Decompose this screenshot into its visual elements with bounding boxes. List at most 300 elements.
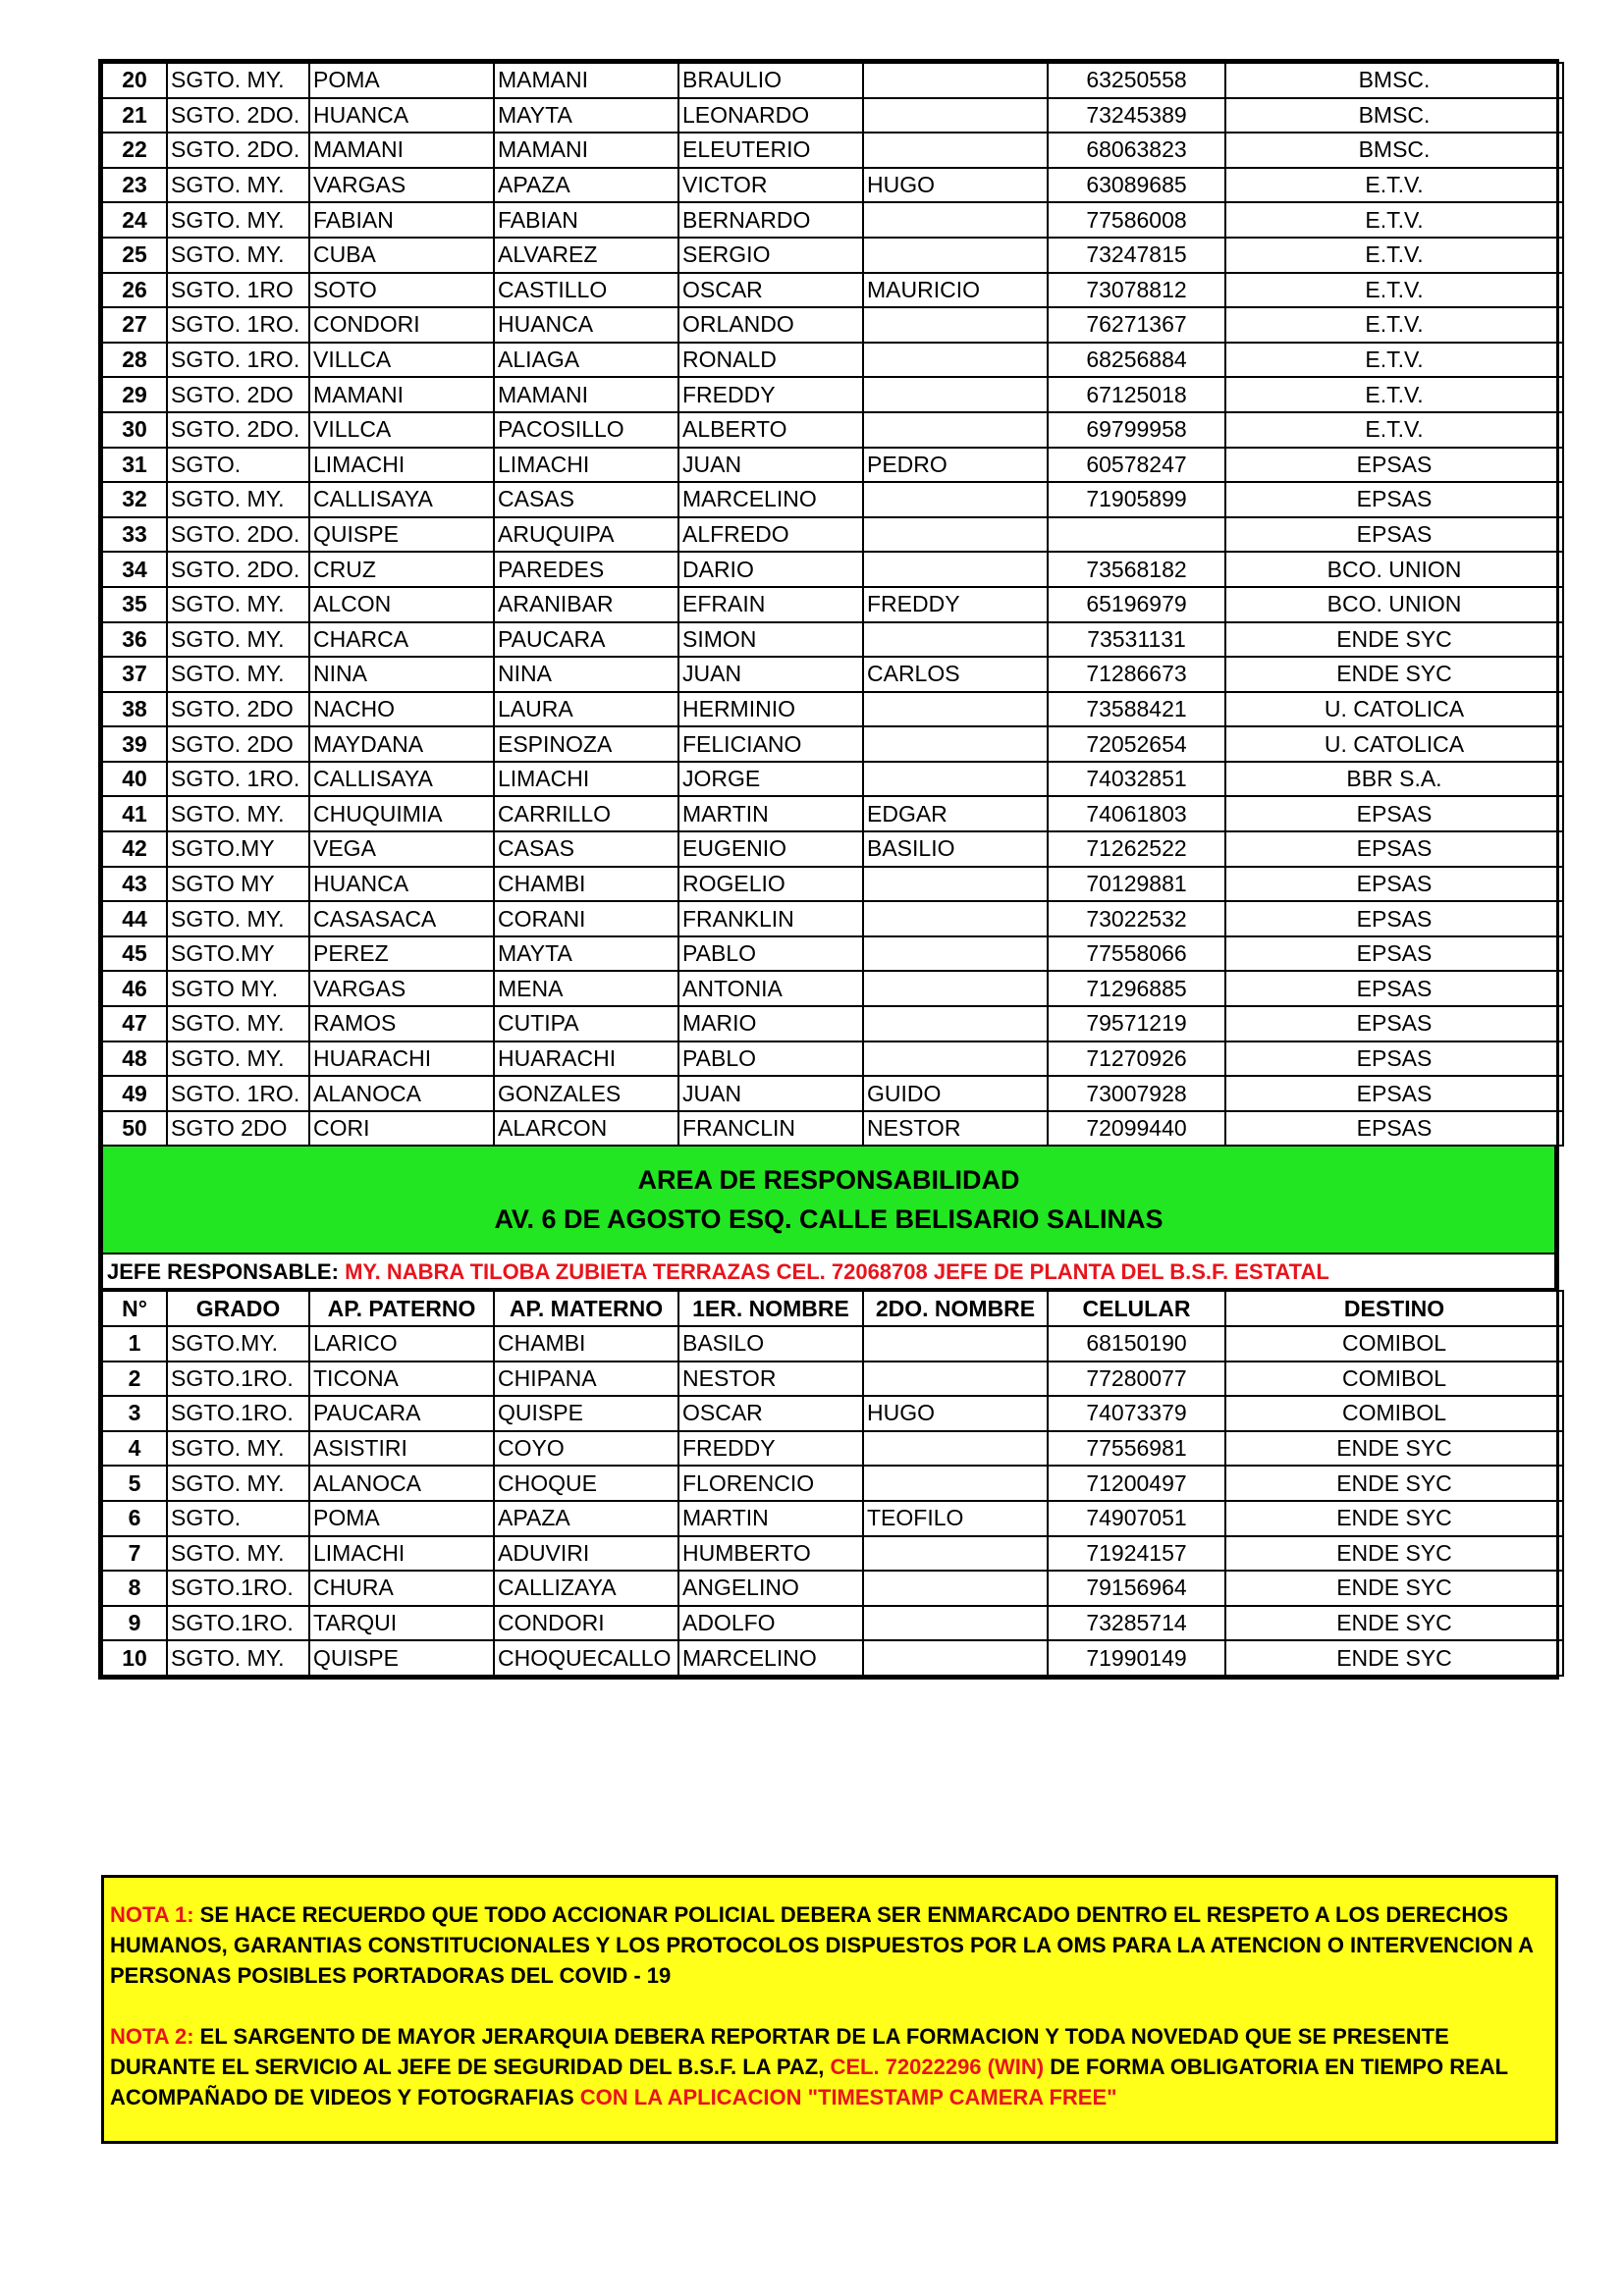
cell-ap-materno: LIMACHI [494,448,678,483]
table-row [102,482,1563,517]
table-row [102,343,1563,378]
table-row [102,1111,1563,1147]
cell-numero: 4 [102,1431,167,1467]
cell-grado: SGTO MY. [167,971,309,1006]
cell-ap-paterno: RAMOS [309,1006,494,1041]
cell-numero: 46 [102,971,167,1006]
cell-celular: 73531131 [1048,622,1225,658]
cell-numero: 30 [102,412,167,448]
cell-destino: BCO. UNION [1225,587,1563,622]
cell-destino: E.T.V. [1225,307,1563,343]
table-row [102,796,1563,831]
cell-2do-nombre [863,1571,1048,1606]
jefe-responsable [101,1253,1556,1290]
cell-destino: BBR S.A. [1225,762,1563,797]
cell-destino: EPSAS [1225,482,1563,517]
cell-ap-paterno: ALANOCA [309,1076,494,1111]
cell-numero: 8 [102,1571,167,1606]
personnel-table-2 [101,1290,1564,1677]
header-ap-materno: AP. MATERNO [494,1291,678,1326]
table-row [102,1041,1563,1077]
cell-celular: 71262522 [1048,831,1225,867]
cell-numero: 48 [102,1041,167,1077]
table-row [102,1396,1563,1431]
cell-ap-paterno: MAMANI [309,133,494,168]
table-row [102,1076,1563,1111]
cell-destino: EPSAS [1225,1006,1563,1041]
cell-numero: 2 [102,1362,167,1397]
table-row [102,273,1563,308]
cell-numero: 37 [102,657,167,692]
cell-numero: 6 [102,1501,167,1536]
table-row [102,1606,1563,1641]
cell-destino: BMSC. [1225,133,1563,168]
cell-1er-nombre: PABLO [678,1041,863,1077]
cell-grado: SGTO.1RO. [167,1571,309,1606]
cell-1er-nombre: FELICIANO [678,726,863,762]
cell-grado: SGTO.1RO. [167,1362,309,1397]
cell-celular: 68150190 [1048,1326,1225,1362]
cell-celular: 74073379 [1048,1396,1225,1431]
cell-ap-paterno: QUISPE [309,1640,494,1676]
cell-ap-materno: CONDORI [494,1606,678,1641]
cell-celular: 74061803 [1048,796,1225,831]
cell-ap-paterno: CHARCA [309,622,494,658]
cell-destino: ENDE SYC [1225,1640,1563,1676]
table-row [102,901,1563,936]
cell-celular: 76271367 [1048,307,1225,343]
cell-grado: SGTO. 1RO. [167,307,309,343]
cell-1er-nombre: MARTIN [678,796,863,831]
cell-celular [1048,517,1225,553]
cell-ap-materno: ADUVIRI [494,1536,678,1572]
cell-ap-materno: CHOQUE [494,1466,678,1501]
cell-destino: BMSC. [1225,63,1563,98]
table-row [102,657,1563,692]
cell-numero: 43 [102,867,167,902]
cell-numero: 50 [102,1111,167,1147]
cell-grado: SGTO. MY. [167,657,309,692]
cell-grado: SGTO. MY. [167,587,309,622]
cell-1er-nombre: FLORENCIO [678,1466,863,1501]
cell-2do-nombre [863,936,1048,972]
cell-destino: EPSAS [1225,517,1563,553]
cell-numero: 33 [102,517,167,553]
cell-destino: E.T.V. [1225,343,1563,378]
cell-2do-nombre [863,901,1048,936]
cell-2do-nombre [863,202,1048,238]
cell-grado: SGTO. 2DO. [167,98,309,133]
cell-grado: SGTO. MY. [167,796,309,831]
cell-2do-nombre [863,762,1048,797]
cell-1er-nombre: ALFREDO [678,517,863,553]
cell-grado: SGTO. MY. [167,168,309,203]
cell-celular: 77556981 [1048,1431,1225,1467]
table-row [102,1536,1563,1572]
cell-1er-nombre: LEONARDO [678,98,863,133]
header-1er-nombre: 1ER. NOMBRE [678,1291,863,1326]
cell-destino: ENDE SYC [1225,1501,1563,1536]
cell-numero: 32 [102,482,167,517]
cell-1er-nombre: OSCAR [678,273,863,308]
note-2 [110,2021,1549,2112]
cell-grado: SGTO. 2DO [167,377,309,412]
cell-1er-nombre: ROGELIO [678,867,863,902]
cell-destino: E.T.V. [1225,377,1563,412]
cell-destino: COMIBOL [1225,1362,1563,1397]
cell-ap-materno: MAMANI [494,133,678,168]
cell-grado: SGTO. MY. [167,1466,309,1501]
cell-ap-materno: APAZA [494,168,678,203]
cell-numero: 1 [102,1326,167,1362]
cell-ap-paterno: HUANCA [309,98,494,133]
cell-ap-materno: ALARCON [494,1111,678,1147]
cell-1er-nombre: BRAULIO [678,63,863,98]
cell-ap-paterno: PEREZ [309,936,494,972]
table-2-header-row [102,1291,1563,1326]
document-page [98,59,1559,1680]
cell-grado: SGTO. 2DO [167,692,309,727]
cell-ap-paterno: HUARACHI [309,1041,494,1077]
cell-grado: SGTO. 1RO. [167,1076,309,1111]
cell-ap-paterno: VARGAS [309,971,494,1006]
cell-celular: 65196979 [1048,587,1225,622]
cell-1er-nombre: RONALD [678,343,863,378]
cell-ap-materno: CORANI [494,901,678,936]
cell-numero: 44 [102,901,167,936]
cell-celular: 73568182 [1048,552,1225,587]
cell-destino: EPSAS [1225,936,1563,972]
cell-2do-nombre [863,1640,1048,1676]
cell-grado: SGTO. 2DO [167,726,309,762]
jefe-label: JEFE RESPONSABLE: [107,1259,339,1285]
cell-destino: BCO. UNION [1225,552,1563,587]
cell-ap-materno: APAZA [494,1501,678,1536]
cell-destino: ENDE SYC [1225,1571,1563,1606]
table-2-body [102,1326,1563,1676]
cell-ap-materno: COYO [494,1431,678,1467]
cell-2do-nombre [863,1606,1048,1641]
cell-numero: 42 [102,831,167,867]
cell-celular: 77586008 [1048,202,1225,238]
cell-2do-nombre: HUGO [863,1396,1048,1431]
cell-ap-paterno: VARGAS [309,168,494,203]
cell-ap-paterno: ALCON [309,587,494,622]
cell-1er-nombre: ORLANDO [678,307,863,343]
cell-2do-nombre [863,133,1048,168]
cell-2do-nombre [863,692,1048,727]
cell-grado: SGTO. MY. [167,482,309,517]
cell-grado: SGTO. 2DO. [167,552,309,587]
cell-grado: SGTO.MY. [167,1326,309,1362]
cell-ap-paterno: MAMANI [309,377,494,412]
cell-celular: 72099440 [1048,1111,1225,1147]
cell-celular: 68256884 [1048,343,1225,378]
cell-ap-paterno: CALLISAYA [309,482,494,517]
cell-ap-paterno: POMA [309,1501,494,1536]
cell-ap-paterno: TARQUI [309,1606,494,1641]
cell-ap-paterno: ASISTIRI [309,1431,494,1467]
header-ap-paterno: AP. PATERNO [309,1291,494,1326]
area-title: AREA DE RESPONSABILIDAD [637,1165,1020,1196]
cell-ap-materno: CHAMBI [494,867,678,902]
table-row [102,202,1563,238]
table-row [102,762,1563,797]
cell-celular: 73078812 [1048,273,1225,308]
cell-1er-nombre: JUAN [678,657,863,692]
cell-1er-nombre: JORGE [678,762,863,797]
cell-ap-paterno: FABIAN [309,202,494,238]
cell-ap-materno: ESPINOZA [494,726,678,762]
cell-2do-nombre [863,1326,1048,1362]
table-row [102,622,1563,658]
cell-1er-nombre: MARIO [678,1006,863,1041]
cell-celular: 73022532 [1048,901,1225,936]
header-celular: CELULAR [1048,1291,1225,1326]
cell-numero: 36 [102,622,167,658]
cell-ap-paterno: CHURA [309,1571,494,1606]
header-2do-nombre: 2DO. NOMBRE [863,1291,1048,1326]
table-row [102,1326,1563,1362]
cell-2do-nombre [863,867,1048,902]
note-1-text: SE HACE RECUERDO QUE TODO ACCIONAR POLICIAL DEBERA SER ENMARCADO DENTRO EL RESPETO A LOS DERECHOS HUMANOS, GARANTIAS CONSTITUCIONALES Y LOS PROTOCOLOS DISPUESTOS POR LA OMS PARA LA ATENCION O INTERVENCION A PERSONAS POSIBLES PORTADORAS DEL COVID - 19 [110,1902,1534,1988]
cell-ap-paterno: QUISPE [309,517,494,553]
cell-celular: 71200497 [1048,1466,1225,1501]
cell-celular: 73247815 [1048,238,1225,273]
cell-1er-nombre: JUAN [678,1076,863,1111]
cell-ap-paterno: CONDORI [309,307,494,343]
cell-2do-nombre: NESTOR [863,1111,1048,1147]
cell-grado: SGTO. [167,448,309,483]
table-row [102,412,1563,448]
cell-celular: 71286673 [1048,657,1225,692]
cell-celular: 71270926 [1048,1041,1225,1077]
cell-ap-paterno: CASASACA [309,901,494,936]
cell-numero: 25 [102,238,167,273]
table-row [102,517,1563,553]
cell-destino: EPSAS [1225,1076,1563,1111]
table-row [102,238,1563,273]
cell-1er-nombre: ALBERTO [678,412,863,448]
cell-ap-paterno: NACHO [309,692,494,727]
cell-ap-materno: FABIAN [494,202,678,238]
cell-ap-paterno: VILLCA [309,412,494,448]
cell-1er-nombre: HUMBERTO [678,1536,863,1572]
cell-1er-nombre: SERGIO [678,238,863,273]
cell-grado: SGTO. MY. [167,622,309,658]
cell-celular: 74907051 [1048,1501,1225,1536]
table-row [102,98,1563,133]
cell-destino: EPSAS [1225,796,1563,831]
cell-2do-nombre [863,552,1048,587]
cell-numero: 21 [102,98,167,133]
cell-destino: ENDE SYC [1225,1606,1563,1641]
cell-1er-nombre: FREDDY [678,377,863,412]
cell-celular: 73588421 [1048,692,1225,727]
cell-celular: 79571219 [1048,1006,1225,1041]
cell-1er-nombre: ADOLFO [678,1606,863,1641]
cell-destino: ENDE SYC [1225,657,1563,692]
cell-ap-paterno: PAUCARA [309,1396,494,1431]
cell-numero: 20 [102,63,167,98]
cell-celular: 73245389 [1048,98,1225,133]
cell-grado: SGTO 2DO [167,1111,309,1147]
cell-1er-nombre: JUAN [678,448,863,483]
cell-ap-materno: ARANIBAR [494,587,678,622]
cell-numero: 9 [102,1606,167,1641]
cell-2do-nombre [863,517,1048,553]
cell-1er-nombre: ELEUTERIO [678,133,863,168]
cell-ap-materno: CASAS [494,831,678,867]
cell-numero: 39 [102,726,167,762]
cell-1er-nombre: ANTONIA [678,971,863,1006]
cell-ap-paterno: CUBA [309,238,494,273]
cell-ap-paterno: LIMACHI [309,1536,494,1572]
cell-grado: SGTO.MY [167,936,309,972]
cell-destino: EPSAS [1225,1041,1563,1077]
cell-ap-paterno: NINA [309,657,494,692]
cell-celular: 73007928 [1048,1076,1225,1111]
cell-2do-nombre [863,971,1048,1006]
note-2-label: NOTA 2: [110,2024,194,2049]
cell-celular: 67125018 [1048,377,1225,412]
cell-ap-paterno: ALANOCA [309,1466,494,1501]
cell-ap-materno: ALIAGA [494,343,678,378]
cell-destino: COMIBOL [1225,1396,1563,1431]
cell-ap-paterno: CRUZ [309,552,494,587]
cell-1er-nombre: BERNARDO [678,202,863,238]
cell-celular: 77280077 [1048,1362,1225,1397]
note-2-text-b: DE FORMA OBLIGATORIA EN TIEMPO REAL ACOMPAÑADO DE VIDEOS Y FOTOGRAFIAS [110,2055,1508,2109]
cell-celular: 72052654 [1048,726,1225,762]
cell-numero: 49 [102,1076,167,1111]
cell-grado: SGTO. MY. [167,1041,309,1077]
cell-destino: U. CATOLICA [1225,726,1563,762]
table-row [102,587,1563,622]
cell-celular: 71990149 [1048,1640,1225,1676]
cell-ap-materno: MAYTA [494,936,678,972]
cell-2do-nombre: HUGO [863,168,1048,203]
cell-numero: 40 [102,762,167,797]
cell-2do-nombre [863,1431,1048,1467]
cell-celular: 77558066 [1048,936,1225,972]
cell-1er-nombre: NESTOR [678,1362,863,1397]
cell-2do-nombre: GUIDO [863,1076,1048,1111]
cell-2do-nombre: CARLOS [863,657,1048,692]
cell-grado: SGTO. 2DO. [167,133,309,168]
cell-numero: 22 [102,133,167,168]
table-1-body [102,63,1563,1146]
cell-celular: 74032851 [1048,762,1225,797]
cell-2do-nombre [863,1006,1048,1041]
cell-numero: 27 [102,307,167,343]
cell-numero: 7 [102,1536,167,1572]
cell-2do-nombre [863,1041,1048,1077]
cell-destino: U. CATOLICA [1225,692,1563,727]
cell-1er-nombre: EFRAIN [678,587,863,622]
cell-1er-nombre: ANGELINO [678,1571,863,1606]
cell-celular: 63250558 [1048,63,1225,98]
cell-ap-paterno: VILLCA [309,343,494,378]
cell-ap-paterno: LIMACHI [309,448,494,483]
cell-celular: 71905899 [1048,482,1225,517]
cell-ap-materno: MAMANI [494,377,678,412]
cell-1er-nombre: MARCELINO [678,482,863,517]
cell-grado: SGTO. MY. [167,1006,309,1041]
cell-grado: SGTO. 2DO. [167,517,309,553]
cell-ap-materno: ARUQUIPA [494,517,678,553]
cell-1er-nombre: MARTIN [678,1501,863,1536]
cell-destino: EPSAS [1225,448,1563,483]
cell-celular: 79156964 [1048,1571,1225,1606]
cell-destino: E.T.V. [1225,202,1563,238]
cell-2do-nombre [863,98,1048,133]
cell-numero: 5 [102,1466,167,1501]
cell-2do-nombre [863,307,1048,343]
cell-numero: 3 [102,1396,167,1431]
cell-ap-materno: LAURA [494,692,678,727]
cell-destino: EPSAS [1225,901,1563,936]
header-destino: DESTINO [1225,1291,1563,1326]
header-numero: N° [102,1291,167,1326]
table-row [102,936,1563,972]
area-banner [101,1147,1556,1253]
cell-numero: 29 [102,377,167,412]
cell-2do-nombre [863,63,1048,98]
cell-destino: E.T.V. [1225,168,1563,203]
jefe-value: MY. NABRA TILOBA ZUBIETA TERRAZAS CEL. 72068708 JEFE DE PLANTA DEL B.S.F. ESTATAL [345,1259,1329,1285]
cell-celular: 71924157 [1048,1536,1225,1572]
cell-grado: SGTO.1RO. [167,1396,309,1431]
cell-2do-nombre: MAURICIO [863,273,1048,308]
cell-1er-nombre: HERMINIO [678,692,863,727]
cell-destino: EPSAS [1225,831,1563,867]
cell-2do-nombre [863,726,1048,762]
cell-destino: E.T.V. [1225,412,1563,448]
cell-2do-nombre [863,377,1048,412]
cell-ap-materno: PAUCARA [494,622,678,658]
table-row [102,971,1563,1006]
cell-numero: 47 [102,1006,167,1041]
cell-numero: 35 [102,587,167,622]
cell-1er-nombre: FRANCLIN [678,1111,863,1147]
cell-grado: SGTO.MY [167,831,309,867]
cell-2do-nombre [863,238,1048,273]
cell-ap-materno: HUANCA [494,307,678,343]
cell-ap-materno: MENA [494,971,678,1006]
notes-box [101,1875,1558,2144]
cell-grado: SGTO. [167,1501,309,1536]
cell-1er-nombre: EUGENIO [678,831,863,867]
cell-grado: SGTO. MY. [167,901,309,936]
cell-2do-nombre [863,482,1048,517]
cell-2do-nombre: TEOFILO [863,1501,1048,1536]
table-row [102,1362,1563,1397]
cell-celular: 69799958 [1048,412,1225,448]
cell-celular: 63089685 [1048,168,1225,203]
cell-ap-materno: PACOSILLO [494,412,678,448]
area-address: AV. 6 DE AGOSTO ESQ. CALLE BELISARIO SALINAS [494,1204,1164,1235]
cell-grado: SGTO. MY. [167,1431,309,1467]
cell-ap-materno: CASAS [494,482,678,517]
cell-destino: EPSAS [1225,867,1563,902]
cell-1er-nombre: FREDDY [678,1431,863,1467]
table-row [102,307,1563,343]
cell-celular: 60578247 [1048,448,1225,483]
cell-numero: 26 [102,273,167,308]
cell-2do-nombre [863,622,1048,658]
cell-2do-nombre: PEDRO [863,448,1048,483]
